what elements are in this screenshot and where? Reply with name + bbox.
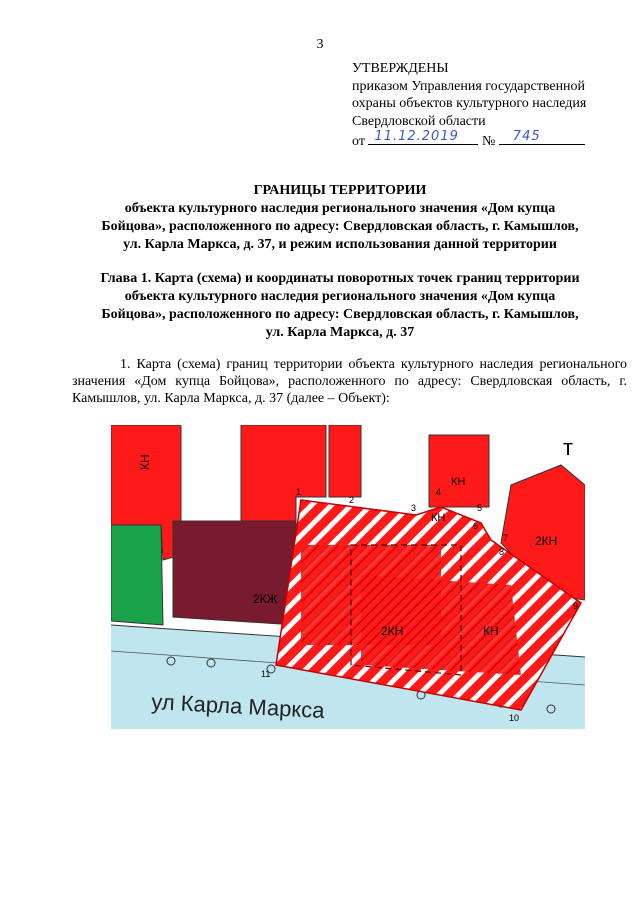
zone-label-kn-4: КН (483, 624, 499, 638)
number-handwritten: 745 (512, 129, 541, 144)
approval-line-3: Свердловской области (352, 113, 486, 129)
zone-label-2kn-2: 2КН (381, 624, 404, 638)
chapter-line-4: ул. Карла Маркса, д. 37 (265, 325, 415, 340)
point-4: 4 (436, 487, 442, 497)
chapter-line-1: Глава 1. Карта (схема) и координаты поворотных точек границ территории (100, 271, 580, 286)
point-2: 2 (349, 495, 355, 505)
zone-label-kn-1: КН (138, 454, 152, 470)
document-title (55, 182, 625, 254)
title-line-3: ул. Карла Маркса, д. 37, и режим использования данной территории (123, 237, 557, 252)
approval-line-2: охраны объектов культурного наследия (352, 96, 587, 111)
point-9: 9 (573, 601, 579, 611)
page-number: 3 (316, 37, 324, 52)
chapter-line-3: Бойцова», расположенного по адресу: Свердловская область, г. Камышлов, (101, 307, 579, 322)
chapter-line-2: объекта культурного наследия регионального значения «Дом купца (124, 289, 556, 304)
chapter-heading (55, 270, 625, 342)
date-prefix: от (352, 134, 365, 149)
zone-label-t: т (563, 435, 574, 460)
number-field (499, 130, 585, 145)
point-3: 3 (411, 503, 417, 513)
street-label: ул Карла Маркса (150, 689, 326, 724)
point-6: 6 (473, 521, 479, 531)
map-svg (111, 425, 585, 729)
building-n-strip (329, 425, 361, 497)
point-10: 10 (509, 713, 520, 723)
point-1: 1 (296, 487, 302, 497)
paragraph-1 (72, 356, 627, 407)
point-8: 8 (499, 547, 505, 557)
territory-map (111, 425, 585, 729)
title-line-2: Бойцова», расположенного по адресу: Свердловская область, г. Камышлов, (101, 219, 579, 234)
green-zone (111, 525, 163, 625)
approval-line-1: приказом Управления государственной (352, 78, 586, 94)
point-7: 7 (503, 533, 509, 543)
date-handwritten: 11.12.2019 (374, 129, 459, 144)
point-11: 11 (261, 669, 271, 679)
number-prefix: № (481, 134, 496, 149)
zone-label-2kn-1: 2КН (535, 534, 558, 548)
zone-label-kn-3: КН (431, 512, 446, 524)
approval-heading: УТВЕРЖДЕНЫ (352, 61, 449, 76)
title-main: ГРАНИЦЫ ТЕРРИТОРИИ (253, 183, 427, 198)
zone-label-kn-2: КН (451, 476, 466, 488)
date-field (368, 130, 478, 145)
title-line-1: объекта культурного наследия регионального значения «Дом купца (124, 201, 556, 216)
zone-label-2kzh: 2КЖ (253, 592, 278, 606)
approval-date-line (352, 130, 632, 151)
dark-zone (173, 521, 296, 625)
paragraph-text: 1. Карта (схема) границ территории объекта культурного наследия регионального значения «Дом купца Бойцова», расположенного по адресу: Свердловская область, г. Камышлов, ул. Карла Маркса, д. 37 (далее – Объект): (72, 357, 627, 406)
point-5: 5 (477, 503, 483, 513)
approval-block (352, 60, 632, 151)
